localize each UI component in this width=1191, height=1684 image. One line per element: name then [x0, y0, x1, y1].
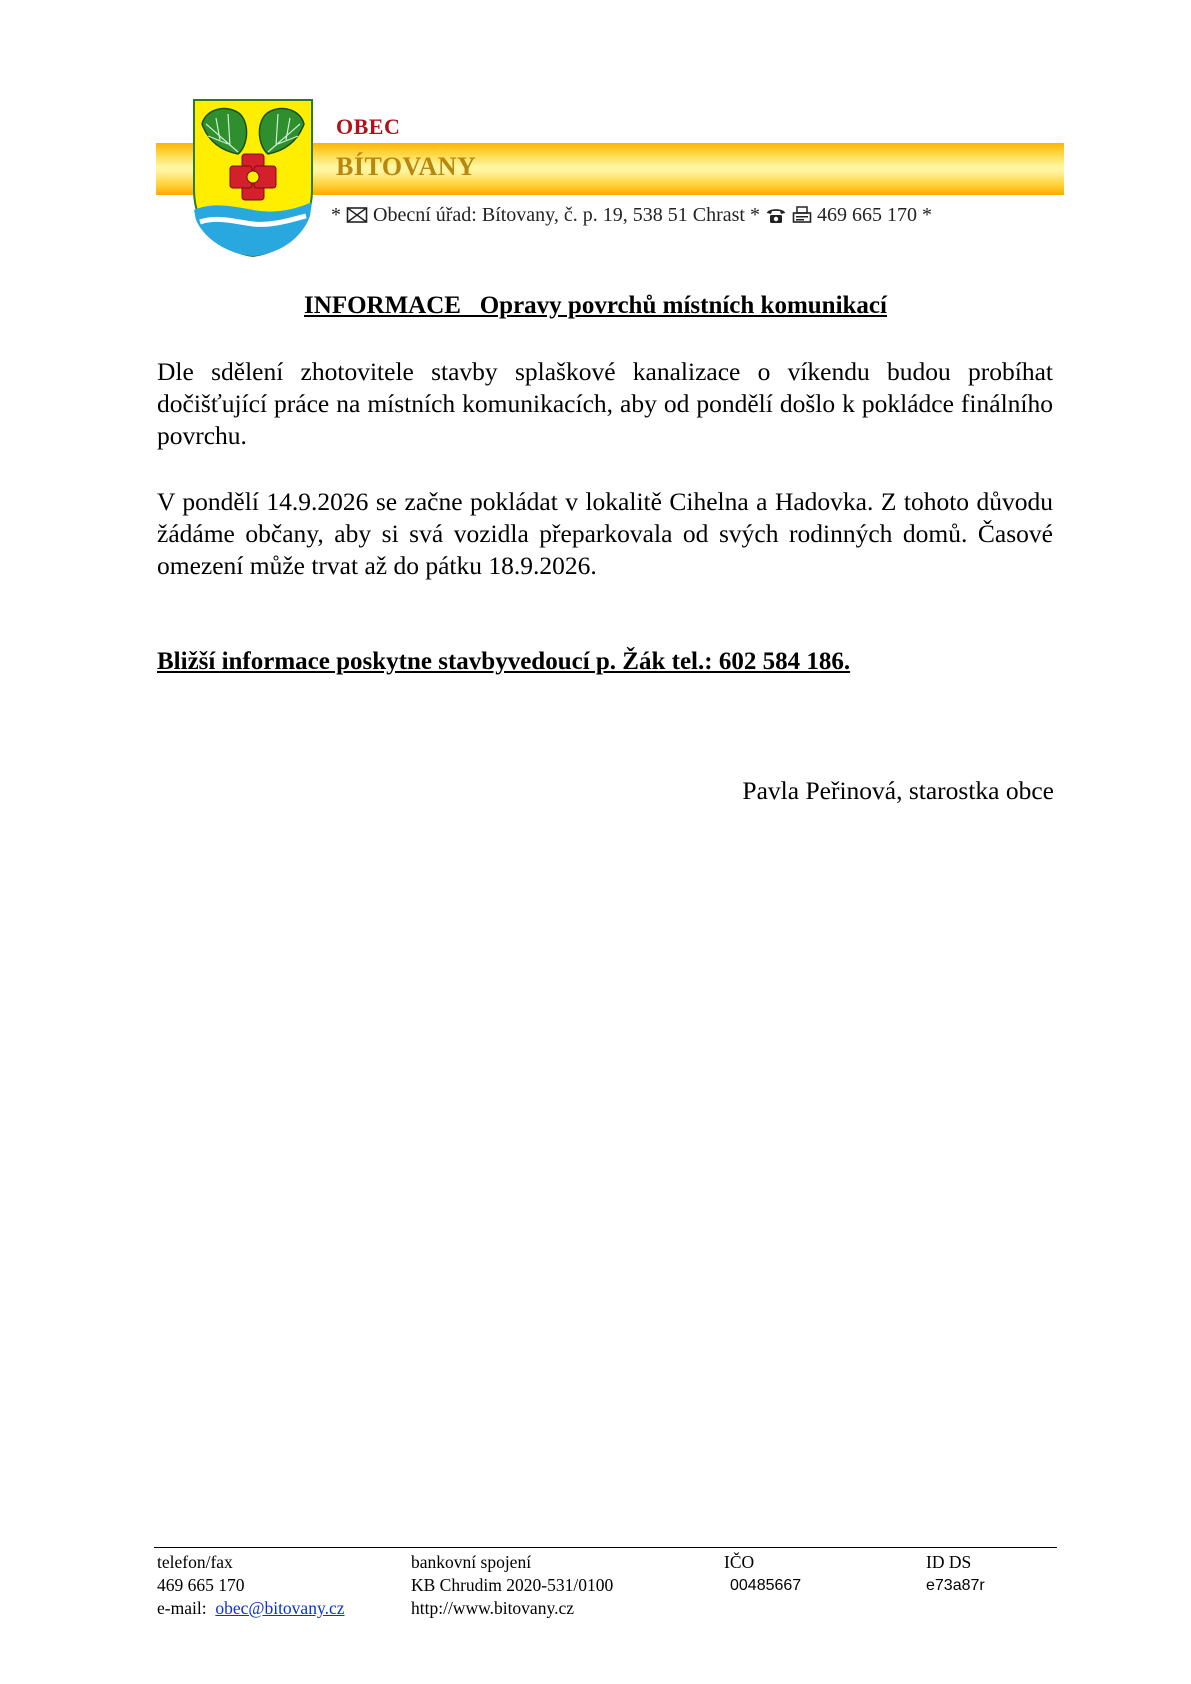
footer-web-link[interactable]: http://www.bitovany.cz: [411, 1598, 574, 1618]
footer-bank-value: KB Chrudim 2020-531/0100: [411, 1575, 614, 1595]
telephone-icon: [765, 206, 787, 230]
footer-ico-column: [724, 1551, 801, 1597]
footer-ico-label: IČO: [724, 1552, 755, 1572]
footer-bank-label: bankovní spojení: [411, 1552, 532, 1572]
letterhead: [156, 98, 1064, 258]
footer-ds-column: [926, 1551, 985, 1597]
address-text: Obecní úřad: Bítovany, č. p. 19, 538 51 Chrast *: [373, 204, 760, 226]
footer-contact-column: [157, 1551, 344, 1620]
contact-information: Bližší informace poskytne stavbyvedoucí p. Žák tel.: 602 584 186.: [157, 648, 851, 675]
notice-heading: INFORMACE Opravy povrchů místních komunikací: [304, 292, 887, 319]
notice-paragraph-1: Dle sdělení zhotovitele stavby splaškové kanalizace o víkendu budou probíhat dočišťující práce na místních komunikacích, aby od pondělí došlo k pokládce finálního povrchu.: [157, 357, 1053, 450]
fax-icon: [792, 206, 812, 230]
phone-text: 469 665 170 *: [816, 204, 932, 226]
footer-ico-value: 00485667: [730, 1577, 802, 1594]
footer-divider: [154, 1547, 1057, 1548]
footer-phone-value: 469 665 170: [157, 1575, 245, 1595]
signature: Pavla Peřinová, starostka obce: [742, 776, 1054, 805]
municipality-type: OBEC: [336, 114, 401, 139]
footer-ds-value: e73a87r: [926, 1577, 985, 1594]
address-prefix: *: [331, 204, 341, 226]
footer-email-link[interactable]: obec@bitovany.cz: [215, 1598, 345, 1618]
municipality-name: BÍTOVANY: [336, 152, 477, 181]
footer-email-label: e-mail:: [157, 1598, 207, 1618]
envelope-icon: [346, 206, 368, 230]
footer-email-row: [157, 1597, 344, 1620]
notice-paragraph-2: V pondělí 14.9.2026 se začne pokládat v lokalitě Cihelna a Hadovka. Z tohoto důvodu žádáme občany, aby si svá vozidla přeparkovala od svých rodinných domů. Časové omezení může trvat až do pátku 18.9.2026.: [157, 487, 1053, 580]
letterhead-address: [331, 204, 932, 230]
footer-phone-label: telefon/fax: [157, 1552, 233, 1572]
footer-ds-label: ID DS: [926, 1552, 972, 1572]
coat-of-arms-logo: [192, 98, 314, 258]
footer-bank-column: [411, 1551, 613, 1620]
